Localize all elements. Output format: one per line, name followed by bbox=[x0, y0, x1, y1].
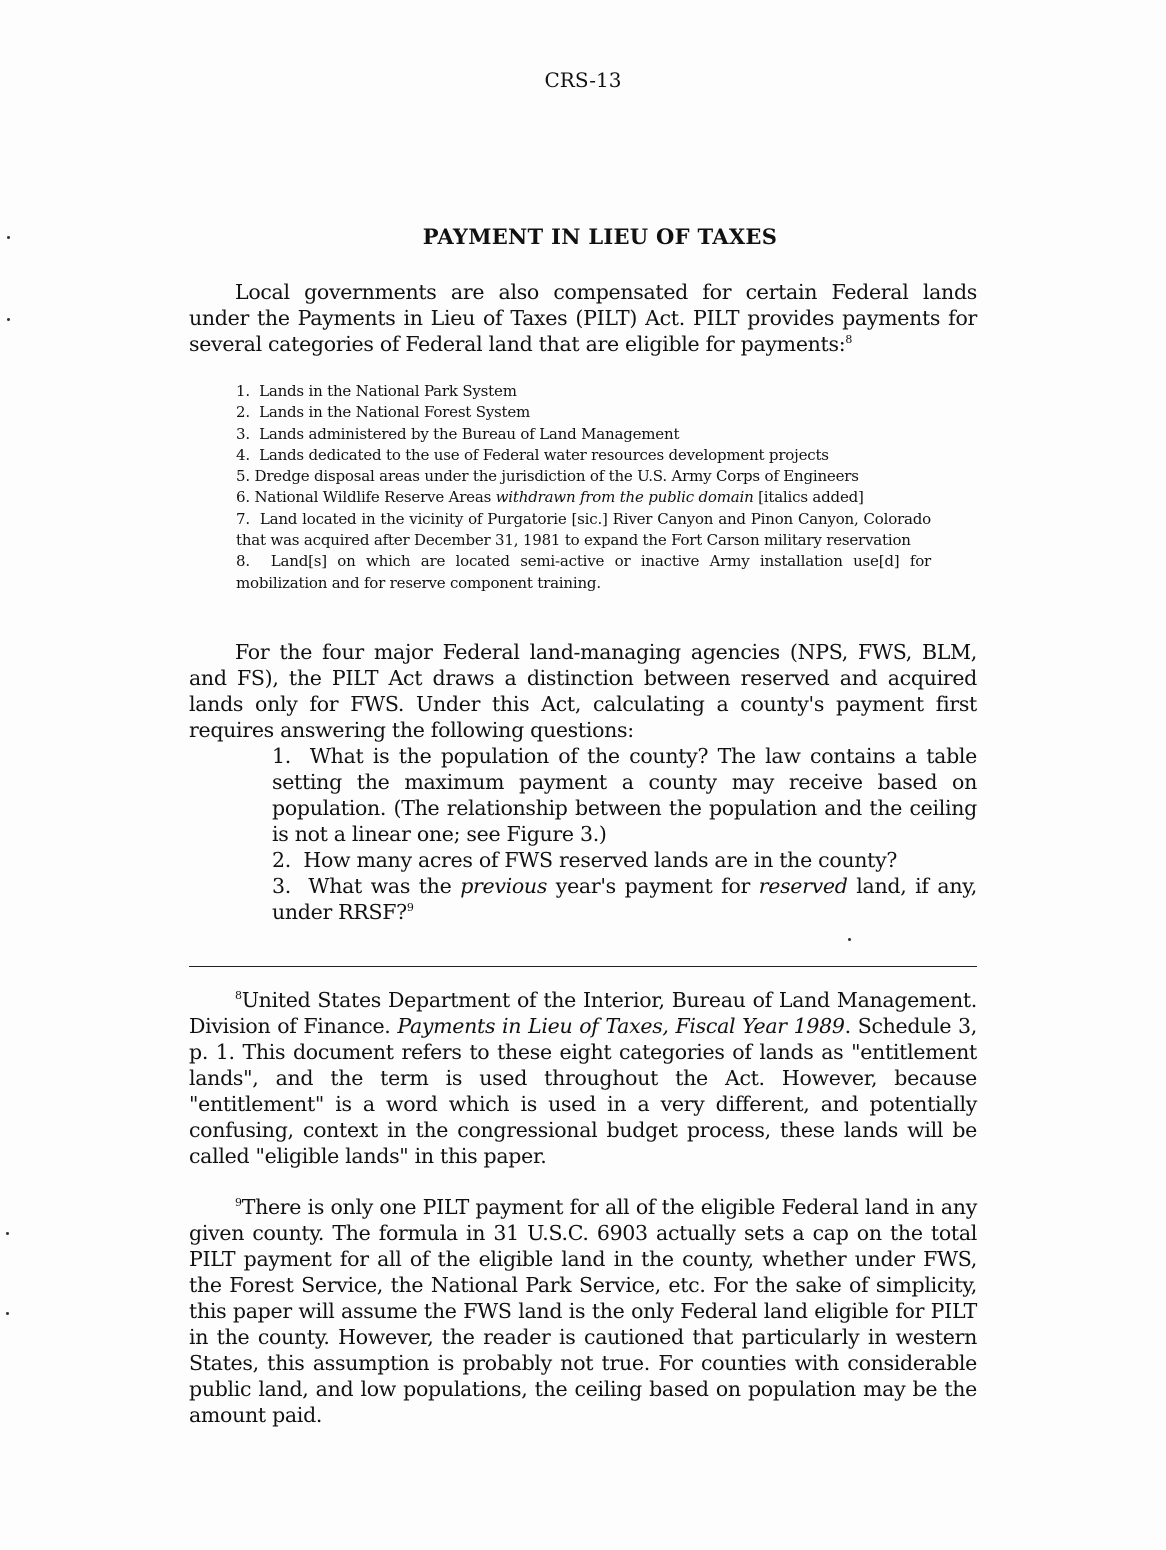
item-number: 6. bbox=[236, 488, 250, 507]
item-text: Land[s] on which are located semi-active or inactive Army installation use[d] for mobilization and for reserve component training. bbox=[236, 552, 931, 592]
item-number: 3. bbox=[272, 874, 291, 898]
footnote-9 bbox=[189, 1194, 977, 1428]
scan-speck bbox=[7, 318, 10, 321]
section-title-text: PAYMENT IN LIEU OF TAXES bbox=[422, 224, 778, 249]
footnote-8 bbox=[189, 987, 977, 1169]
intro-text: Local governments are also compensated for certain Federal lands under the Payments in Lieu of Taxes (PILT) Act. PILT provides payments for several categories of Federal land that are eligible for payments: bbox=[189, 280, 977, 356]
item-text: What is the population of the county? The law contains a table setting the maximum payment a county may receive based on population. (The relationship between the population and the ceiling is not a linear one; see Figure 3.) bbox=[272, 744, 978, 846]
item-text: National Wildlife Reserve Areas bbox=[254, 488, 496, 507]
footnote-ref-8[interactable]: 8 bbox=[845, 333, 853, 346]
item-text: How many acres of FWS reserved lands are in the county? bbox=[303, 848, 898, 872]
page-number: CRS-13 bbox=[544, 68, 622, 92]
item-number: 7. bbox=[236, 509, 250, 528]
category-item bbox=[236, 381, 931, 402]
item-text: land, if any, under RRSF? bbox=[272, 874, 978, 924]
scan-speck bbox=[848, 938, 851, 941]
item-number: 1. bbox=[272, 744, 291, 768]
intro-paragraph bbox=[189, 279, 977, 357]
item-number: 4. bbox=[236, 445, 250, 464]
footnote-ref-9[interactable]: 9 bbox=[406, 901, 414, 914]
item-text-italic: withdrawn from the public domain bbox=[495, 488, 754, 507]
paragraph-text: For the four major Federal land-managing agencies (NPS, FWS, BLM, and FS), the PILT Act draws a distinction between reserved and acquired lands only for FWS. Under this Act, calculating a county's payment first requires answering the following questions: bbox=[189, 640, 977, 742]
footnote-text: . Schedule 3, p. 1. This document refers to these eight categories of lands as "entitlement lands", and the term is used throughout the Act. However, because "entitlement" is a word which is used in a very different, and potentially confusing, context in the congressional budget process, these lands will be called "eligible lands" in this paper. bbox=[189, 1014, 977, 1168]
question-item bbox=[272, 743, 977, 847]
item-text: [italics added] bbox=[753, 488, 864, 507]
item-text: Dredge disposal areas under the jurisdiction of the U.S. Army Corps of Engineers bbox=[254, 467, 859, 486]
item-number: 8. bbox=[236, 552, 250, 571]
scan-speck bbox=[6, 1232, 9, 1235]
question-item bbox=[272, 873, 977, 925]
item-text: Lands dedicated to the use of Federal water resources development projects bbox=[259, 445, 829, 464]
item-text: What was the bbox=[308, 874, 461, 898]
item-text: Lands administered by the Bureau of Land Management bbox=[259, 424, 680, 443]
item-text-italic: previous bbox=[460, 874, 548, 898]
item-number: 1. bbox=[236, 382, 250, 400]
category-item bbox=[236, 466, 931, 487]
scan-speck bbox=[7, 236, 10, 239]
item-text: Land located in the vicinity of Purgatorie [sic.] River Canyon and Pinon Canyon, Colorado that was acquired after December 31, 1981 to expand the Fort Carson military reservation bbox=[236, 509, 931, 550]
footnote-text: There is only one PILT payment for all of the eligible Federal land in any given county. The formula in 31 U.S.C. 6903 actually sets a cap on the total PILT payment for all of the eligible land in the county, whether under FWS, the Forest Service, the National Park Service, etc. For the sake of simplicity, this paper will assume the FWS land is the only Federal land eligible for PILT in the county. However, the reader is cautioned that particularly in western States, this assumption is probably not true. For counties with considerable public land, and low populations, the ceiling based on population may be the amount paid. bbox=[189, 1195, 977, 1427]
item-number: 2. bbox=[272, 848, 291, 872]
category-item bbox=[236, 445, 931, 466]
category-item bbox=[236, 402, 931, 423]
item-text: Lands in the National Park System bbox=[259, 382, 517, 400]
item-text: year's payment for bbox=[547, 874, 759, 898]
footnote-mark: 8 bbox=[235, 989, 242, 1002]
question-item bbox=[272, 847, 977, 873]
footnote-divider bbox=[189, 966, 977, 967]
item-number: 3. bbox=[236, 424, 250, 443]
item-text-italic: reserved bbox=[758, 874, 848, 898]
item-text: Lands in the National Forest System bbox=[259, 403, 531, 422]
questions-list bbox=[189, 743, 977, 925]
category-item bbox=[236, 487, 931, 508]
scan-speck bbox=[6, 1312, 9, 1315]
category-item bbox=[236, 551, 931, 594]
footnote-text: United States Department of the Interior, Bureau of Land Management. Division of Finance. bbox=[189, 988, 977, 1038]
item-number: 2. bbox=[236, 403, 250, 422]
pilt-questions-paragraph bbox=[189, 639, 977, 925]
footnote-mark: 9 bbox=[235, 1196, 242, 1209]
category-item bbox=[236, 509, 931, 552]
footnote-citation-title: Payments in Lieu of Taxes, Fiscal Year 1989 bbox=[397, 1014, 845, 1038]
category-item bbox=[236, 424, 931, 445]
item-number: 5. bbox=[236, 467, 250, 486]
eligible-land-categories bbox=[236, 381, 931, 594]
section-title bbox=[0, 224, 1166, 249]
